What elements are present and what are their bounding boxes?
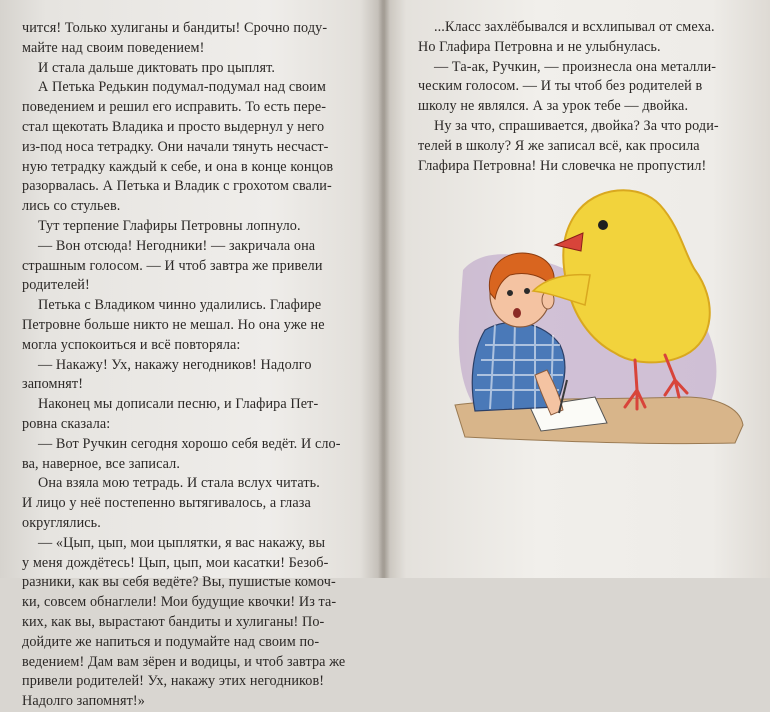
text-line: ки, совсем обнаглели! Мои будущие квочки! Из та-	[22, 594, 337, 611]
text-line: Петровне больше никто не мешал. Но она уже не	[22, 316, 325, 333]
text-line: запомнят!	[22, 376, 84, 393]
text-line: стал щекотать Владика и просто выдернул у него	[22, 118, 325, 135]
text-line: могла успокоиться и всё повторяла:	[22, 336, 241, 353]
text-line: ...Класс захлёбывался и всхлипывал от смеха.	[434, 19, 715, 35]
text-line: телей в школу? Я же записал всё, как просила	[418, 137, 700, 154]
book-gutter	[378, 0, 390, 578]
text-line: — «Цып, цып, мои цыплятки, я вас накажу, вы	[38, 534, 326, 551]
text-line: ную тетрадку каждый к себе, и она в конце концов	[22, 158, 334, 175]
text-line: Глафира Петровна! Ни словечка не пропустил!	[418, 157, 707, 174]
boy-mouth	[513, 308, 521, 318]
text-line: лись со стульев.	[22, 198, 121, 215]
boy-eye-right	[524, 288, 530, 294]
text-line: Ну за что, спрашивается, двойка? За что роди-	[434, 117, 719, 134]
text-line: — Та-ак, Ручкин, — произнесла она металли-	[434, 58, 717, 75]
chick-eye	[598, 220, 608, 230]
text-line: дойдите же напиться и подумайте над своим по-	[22, 633, 320, 650]
text-line: Она взяла мою тетрадь. И стала вслух читать.	[38, 475, 320, 492]
text-line: разорвалась. А Петька и Владик с грохотом свали-	[22, 178, 332, 195]
text-line: И стала дальше диктовать про цыплят.	[38, 59, 275, 76]
text-line: ведением! Дам вам зёрен и водицы, и чтоб завтра же	[22, 653, 346, 670]
text-line: ких, как вы, вырастают бандиты и хулиганы! По-	[22, 613, 325, 630]
text-line: ва, наверное, все записал.	[22, 455, 180, 472]
text-line: — Накажу! Ух, накажу негодников! Надолго	[38, 356, 312, 373]
chick-and-boy-illustration	[455, 175, 745, 465]
text-line: страшным голосом. — И чтоб завтра же привели	[22, 257, 323, 274]
text-line: у меня дождётесь! Цып, цып, мои касатки! Безоб-	[22, 554, 329, 571]
text-line: разники, как вы себя ведёте? Вы, пушистые комоч-	[22, 574, 336, 591]
text-line: чится! Только хулиганы и бандиты! Срочно поду-	[22, 20, 328, 36]
text-line: округлялись.	[22, 514, 101, 531]
boy-eye-left	[507, 290, 513, 296]
text-line: А Петька Редькин подумал-подумал над своим	[38, 79, 326, 96]
text-line: родителей!	[22, 277, 90, 294]
text-line: привели родителей! Ух, накажу этих негодников!	[22, 673, 325, 690]
text-line: ровна сказала:	[22, 415, 111, 432]
text-line: И лицо у неё постепенно вытягивалось, а глаза	[22, 495, 311, 512]
text-line: Наконец мы дописали песню, и Глафира Пет-	[38, 396, 319, 413]
text-line: из-под носа тетрадку. Они начали тянуть несчаст-	[22, 138, 329, 155]
text-line: — Вон отсюда! Негодники! — закричала она	[38, 237, 316, 254]
text-line: поведением и решил его исправить. То есть пере-	[22, 99, 327, 116]
text-line: школу не являлся. А за урок тебе — двойка.	[418, 98, 689, 115]
left-page-text	[22, 19, 366, 712]
text-line: Петька с Владиком чинно удалились. Глафире	[38, 297, 322, 314]
text-line: — Вот Ручкин сегодня хорошо себя ведёт. И сло-	[38, 435, 341, 452]
left-page	[0, 0, 383, 710]
right-page-text	[418, 18, 754, 176]
text-line: Тут терпение Глафиры Петровны лопнуло.	[38, 217, 301, 234]
text-line: Надолго запомнят!»	[22, 693, 145, 710]
text-line: майте над своим поведением!	[22, 39, 205, 56]
text-line: ческим голосом. — И ты чтоб без родителей в	[418, 78, 703, 95]
text-line: Но Глафира Петровна и не улыбнулась.	[418, 38, 661, 55]
